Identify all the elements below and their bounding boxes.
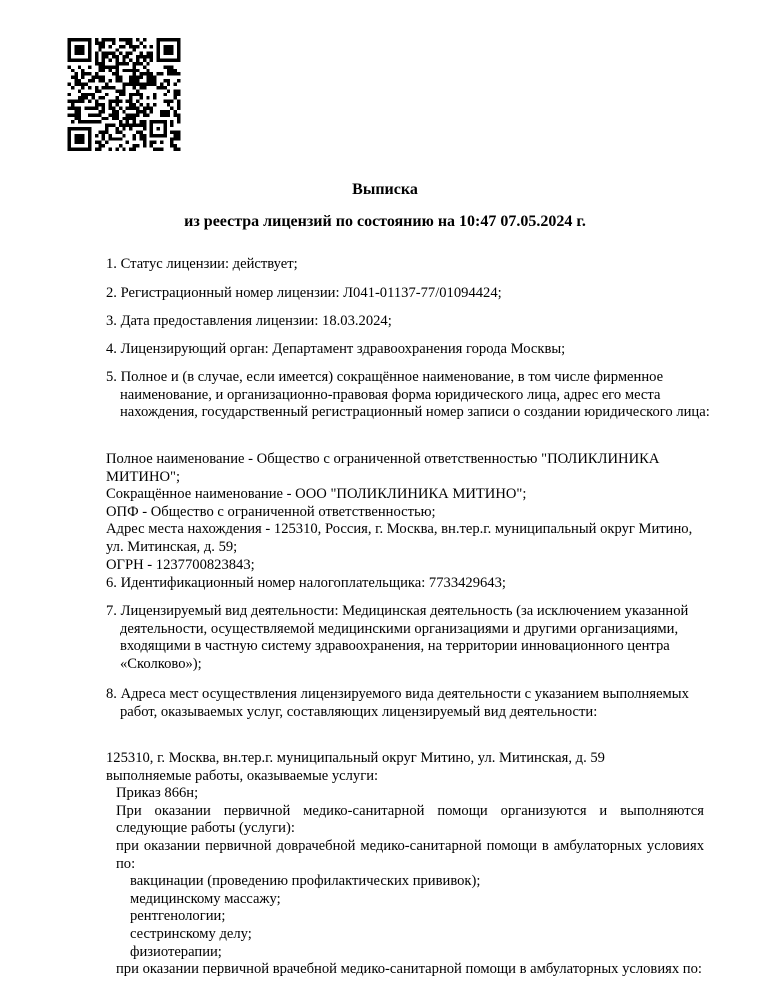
document-subtitle: из реестра лицензий по состоянию на 10:47 07.05.2024 г. <box>184 213 586 230</box>
prevrach-care: при оказании первичной доврачебной медико-санитарной помощи в амбулаторных условиях по: <box>116 837 704 872</box>
org-short-name: Сокращённое наименование - ООО "ПОЛИКЛИНИКА МИТИНО"; <box>106 486 527 503</box>
primary-care-works: При оказании первичной медико-санитарной помощи организуются и выполняются следующие работы (услуги): <box>116 802 704 837</box>
service-item: вакцинации (проведению профилактических прививок); <box>130 873 481 890</box>
vrach-care: при оказании первичной врачебной медико-санитарной помощи в амбулаторных условиях по: <box>116 961 702 978</box>
service-item: медицинскому массажу; <box>130 890 281 907</box>
works-label: выполняемые работы, оказываемые услуги: <box>106 767 379 784</box>
item-licensed-activity: 7. Лицензируемый вид деятельности: Медицинская деятельность (за исключением указанной деятельности, осуществляемой медицинскими организациями и другими организациями, входящими в частную систему здравоохранения, на территории инновационного центра «Сколково»); <box>106 603 689 672</box>
activity-details <box>106 750 704 979</box>
org-full-name: Полное наименование - Общество с ограниченной ответственностью "ПОЛИКЛИНИКА МИТИНО"; <box>106 451 660 485</box>
item-registration-number: 2. Регистрационный номер лицензии: Л041-01137-77/01094424; <box>106 285 502 301</box>
item-licensing-authority: 4. Лицензирующий орган: Департамент здравоохранения города Москвы; <box>106 341 566 357</box>
service-item: сестринскому делу; <box>130 925 252 942</box>
org-ogrn: ОГРН - 1237700823843; <box>106 556 255 573</box>
org-address: Адрес места нахождения - 125310, Россия, г. Москва, вн.тер.г. муниципальный округ Митино, ул. Митинская, д. 59; <box>106 521 693 555</box>
activity-address: 125310, г. Москва, вн.тер.г. муниципальный округ Митино, ул. Митинская, д. 59 <box>106 750 605 766</box>
item-inn: 6. Идентификационный номер налогоплательщика: 7733429643; <box>106 575 506 591</box>
item-license-status: 1. Статус лицензии: действует; <box>106 256 298 272</box>
org-legal-form: ОПФ - Общество с ограниченной ответственностью; <box>106 503 436 520</box>
item-organization-names: 5. Полное и (в случае, если имеется) сокращённое наименование, в том числе фирменное наименование, и организационно-правовая форма юридического лица, адрес его места нахождения, государственный регистрационный номер записи о создании юридического лица: <box>106 369 710 421</box>
organization-details <box>106 451 704 574</box>
service-item: физиотерапии; <box>130 943 222 960</box>
service-item: рентгенологии; <box>130 908 226 925</box>
item-activity-addresses: 8. Адреса мест осуществления лицензируемого вида деятельности с указанием выполняемых работ, оказываемых услуг, составляющих лицензируемый вид деятельности: <box>106 686 689 720</box>
order-reference: Приказ 866н; <box>116 785 199 802</box>
document-title: Выписка <box>352 181 418 198</box>
item-issue-date: 3. Дата предоставления лицензии: 18.03.2024; <box>106 313 392 329</box>
qr-code <box>64 38 184 151</box>
